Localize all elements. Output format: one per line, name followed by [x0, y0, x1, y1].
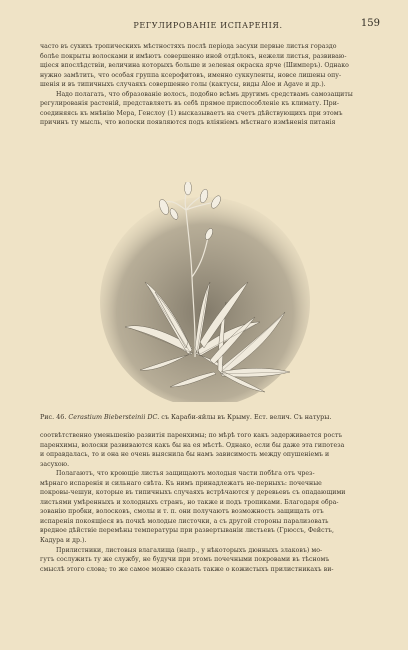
plant-illustration [100, 182, 310, 402]
text-line: болѣе покрыты волосками и имѣютъ совершенно иной отдѣлокъ, нежели листья, развиваю- [40, 52, 347, 60]
text-line: Надо полагать, что образованіе волосъ, подобно всѣмъ другимъ средствамъ самозащиты [56, 90, 353, 98]
text-line: испаренія покоящіеся въ почкѣ молодые листочки, а съ другой стороны парализовать [40, 517, 329, 525]
text-line: вредное дѣйствіе перемѣны температуры при развертываніи листьевъ (Грюссъ, Фейстъ, [40, 527, 335, 535]
text-line: соотвѣтственно уменьшенію развитія паренхимы; по мѣрѣ того какъ задерживается ростъ [40, 432, 343, 439]
text-line: Полагаютъ, что кроющіе листья защищаютъ молодыя части побѣга отъ чрез- [56, 470, 315, 478]
text-line: Прилистники, листовыя влагалища (напр., у нѣкоторыхъ дюнныхъ злаковъ) мо- [56, 546, 323, 554]
text-line: щіеся впослѣдствіи, величина которыхъ больше и зеленая окраска ярче (Шимперъ). Однако [40, 62, 349, 70]
page-header [40, 18, 380, 34]
text-line: часто въ сухихъ тропическихъ мѣстностяхъ послѣ періода засухи первые листья гораздо [40, 43, 337, 50]
text-line: засухою. [40, 460, 70, 468]
text-line: паренхимы, волоски развиваются какъ бы на ея мѣстѣ. Однако, если бы даже эта гипотеза [40, 441, 345, 449]
text-line: гутъ сослужить ту же службу, не будучи при этомъ почечными покровами въ тѣсномъ [40, 556, 330, 564]
running-title: РЕГУЛИРОВАНІЕ ИСПАРЕНІЯ. [133, 21, 283, 30]
text-line: шенія и въ типичныхъ случаяхъ совершенно голы (кактусы, виды Aloe и Agave и др.). [40, 81, 326, 89]
text-line: соединяясь къ мнѣнію Мера, Генслоу (1) высказываетъ на счетъ дѣйствующихъ при этомъ [40, 109, 343, 117]
bottom-paragraph [40, 431, 376, 574]
caption-rest: съ Караби-яйлы въ Крыму. Ест. велич. Съ натуры. [161, 413, 332, 421]
text-line: зованію пробки, волосковъ, смолы и т. п. они получаютъ возможность защищать отъ [40, 508, 324, 516]
text-line: причинъ ту мысль, что волоски появляются подъ вліяніемъ мѣстнаго измѣненія питанія [40, 119, 336, 127]
text-line: мѣрнаго испаренія и сильнаго свѣта. Къ нимъ принадлежатъ не-перныхъ: почечные [40, 479, 322, 487]
text-line: покровы-чешуи, которые въ типичныхъ случаяхъ встрѣчаются у деревьевъ съ опадающими [40, 489, 346, 497]
caption-species: Cerastium Biebersteinii DC. [68, 413, 160, 421]
top-paragraph [40, 42, 376, 128]
caption-prefix: Рис. 46. [40, 413, 67, 421]
text-line: и оправдалась, то и она не очень выяснила бы намъ зависимость между опушеніемъ и [40, 451, 330, 459]
text-line: регулированія растеній, представляетъ въ себѣ прямое приспособленіе къ климату. При- [40, 100, 340, 108]
figure-caption [40, 413, 376, 422]
text-line: Кадура и др.). [40, 537, 87, 545]
text-line: листьями умѣренныхъ и холодныхъ странъ, но также и подъ тропиками. Благодаря обра- [40, 498, 339, 506]
text-line: нужно замѣтить, что особая группа ксерофитовъ, именно суккуленты, новсе лишены опу- [40, 71, 342, 79]
text-line: смыслѣ этого слова; то же самое можно сказать также о кожистыхъ прилистникахъ ви- [40, 565, 334, 573]
page-number: 159 [360, 18, 380, 29]
